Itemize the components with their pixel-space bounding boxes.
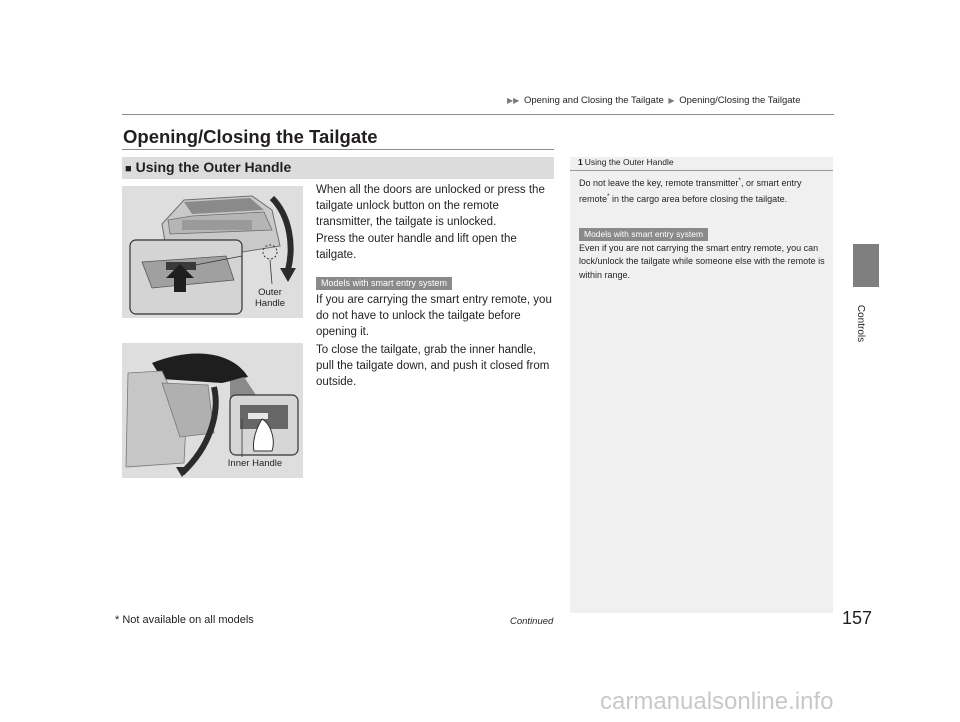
breadcrumb — [505, 95, 800, 106]
note-panel — [570, 157, 833, 613]
note-paragraph-1 — [579, 174, 823, 207]
note-text-a: Do not leave the key, remote transmitter — [579, 178, 739, 188]
models-badge-note: Models with smart entry system — [579, 228, 708, 241]
section-square-icon: ■ — [125, 163, 132, 175]
header-divider — [122, 114, 834, 115]
breadcrumb-item-chapter[interactable]: Opening and Closing the Tailgate — [523, 95, 664, 106]
section-title-text: Using the Outer Handle — [135, 159, 292, 175]
note-header — [578, 157, 674, 167]
paragraph-unlock — [316, 182, 554, 263]
outer-handle-label — [250, 287, 290, 309]
note-text-c: in the cargo area before closing the tailgate. — [609, 194, 788, 205]
note-text-b: , or smart entry remote — [579, 178, 802, 205]
note-title: Using the Outer Handle — [584, 157, 674, 167]
chapter-label — [850, 300, 880, 348]
chapter-tab[interactable] — [853, 244, 879, 287]
paragraph-close: To close the tailgate, grab the inner handle, pull the tailgate down, and push it closed from outside. — [316, 344, 550, 389]
chapter-label-text: Controls — [855, 304, 867, 343]
inner-handle-label: Inner Handle — [227, 458, 283, 469]
footnote-star: * — [738, 177, 741, 184]
footnote-star: * — [607, 193, 610, 201]
section-title — [125, 159, 291, 175]
footnote-not-available: * Not available on all models — [115, 614, 254, 626]
paragraph-unlock-text: When all the doors are unlocked or press the tailgate unlock button on the remote transmitter, the tailgate is unlocked. — [316, 184, 545, 229]
note-number: 1 — [578, 157, 583, 167]
outer-handle-label-line2: Handle — [254, 298, 286, 309]
double-arrow-icon: ▶▶ — [507, 96, 520, 105]
page-number: 157 — [842, 608, 873, 628]
outer-handle-label-line1: Outer — [258, 287, 282, 298]
title-divider — [122, 149, 554, 150]
paragraph-smart-entry: If you are carrying the smart entry remote, you do not have to unlock the tailgate before opening it. — [316, 294, 552, 339]
watermark: carmanualsonline.info — [600, 688, 834, 715]
note-divider — [570, 170, 833, 171]
paragraph-lift-text: Press the outer handle and lift open the tailgate. — [316, 232, 517, 261]
breadcrumb-item-current: Opening/Closing the Tailgate — [679, 95, 801, 106]
page-title: Opening/Closing the Tailgate — [123, 126, 378, 147]
continued-label: Continued — [510, 616, 554, 627]
models-badge-main: Models with smart entry system — [316, 277, 452, 290]
note-paragraph-2: Even if you are not carrying the smart entry remote, you can lock/unlock the tailgate while someone else with the remote is within range. — [579, 243, 825, 280]
arrow-icon: ▶ — [668, 96, 675, 105]
